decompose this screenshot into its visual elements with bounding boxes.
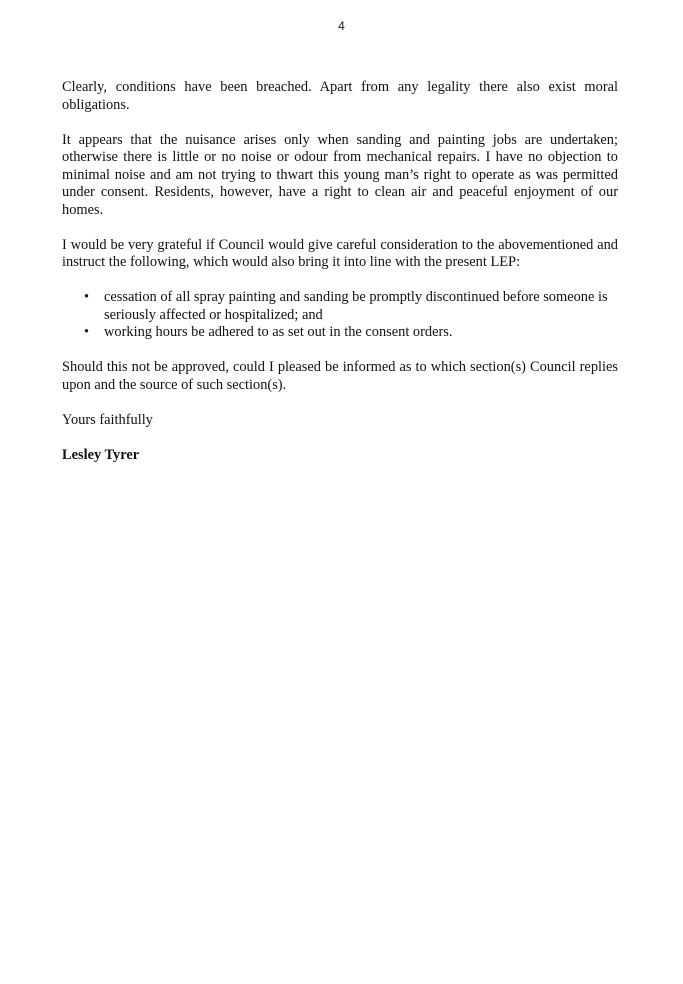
letter-body	[62, 79, 618, 464]
paragraph-closing: Should this not be approved, could I pleased be informed as to which section(s) Council replies upon and the source of such section(s).	[62, 359, 618, 393]
list-item-text: working hours be adhered to as set out in the consent orders.	[104, 324, 453, 340]
sign-off: Yours faithfully	[62, 411, 153, 428]
bullet-icon: •	[84, 324, 90, 340]
list-item	[62, 324, 618, 342]
paragraph-conditions-breached: Clearly, conditions have been breached. Apart from any legality there also exist moral obligations.	[62, 79, 618, 113]
bullet-icon: •	[84, 289, 90, 305]
request-list	[62, 289, 618, 342]
page-number: 4	[338, 19, 345, 33]
signature-name: Lesley Tyrer	[62, 446, 140, 463]
paragraph-nuisance: It appears that the nuisance arises only when sanding and painting jobs are undertaken; otherwise there is little or no noise or odour from mechanical repairs. I have no objection to minimal noise and am not trying to thwart this young man’s right to operate as was permitted under consent. Residents, however, have a right to clean air and peaceful enjoyment of our homes.	[62, 131, 618, 218]
list-item	[62, 289, 618, 324]
paragraph-request: I would be very grateful if Council would give careful consideration to the abovementioned and instruct the following, which would also bring it into line with the present LEP:	[62, 236, 618, 270]
list-item-text: cessation of all spray painting and sanding be promptly discontinued before someone is seriously affected or hospitalized; and	[104, 289, 608, 323]
